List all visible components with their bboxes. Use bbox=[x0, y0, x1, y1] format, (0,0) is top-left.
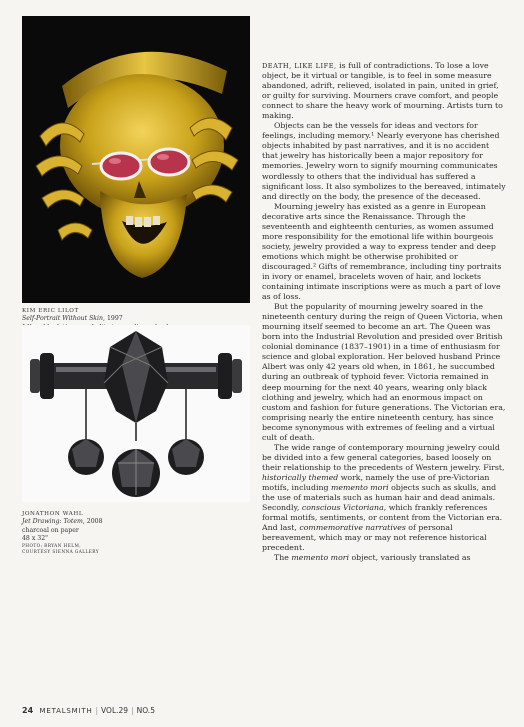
paragraph-6-segment: object, variously translated as bbox=[348, 553, 471, 563]
paragraph-6-segment: The bbox=[274, 553, 292, 563]
article-column-main bbox=[262, 302, 506, 563]
paragraph-3: Mourning jewelry has existed as a genre in European decorative arts since the Renaissance. Through the seventeenth and eighteenth centuries, as women assumed more responsibility for the emotional life within bourgeois society, jewelry provided a way to express tender and deep emotions which might be otherwise prohibited or discouraged.² Gifts of remembrance, including tiny portraits in ivory or enamel, bracelets woven of hair, and lockets containing intimate inscriptions were as much a part of love as of loss. bbox=[262, 201, 502, 302]
figure2-photo-credit: PHOTO: BRYAN HELM, bbox=[22, 543, 82, 549]
figure2-artist: JONATHON WAHL bbox=[22, 511, 84, 517]
figure2-caption bbox=[22, 510, 252, 556]
paragraph-5-segment: of personal bereavement, which may or may not reference historical precedent. bbox=[262, 523, 487, 553]
paragraph-5-segment: , which frankly references formal motifs, sentiments, or content from the Victorian era. And last, bbox=[262, 503, 503, 533]
jet-totem-drawing bbox=[22, 325, 250, 502]
figure1-title: Self-Portrait Without Skin bbox=[22, 315, 104, 323]
footer-divider: | bbox=[131, 706, 134, 715]
figure1-artist: KIM ERIC LILOT bbox=[22, 308, 79, 314]
figure2-title: Jet Drawing: Totem bbox=[22, 518, 83, 526]
paragraph-1-text: is full of contradictions. To lose a love object, be it virtual or tangible, is to feel in some measure abandoned, adrift, relieved, isolated in pain, united in grief, or guilty for surviving. Mourners crave comfort, and people connect to share the heavy work of mourning. Artists turn to making. bbox=[262, 61, 503, 121]
volume-label: VOL.29 bbox=[101, 706, 129, 715]
paragraph-2: Objects can be the vessels for ideas and vectors for feelings, including memory.¹ Nearly everyone has cherished objects inhabited by past narratives, and it is no accident that jewelry has historically been a major repository for memories. Jewelry worn to signify mourning communicates wordlessly to others that the individual has suffered a significant loss. It also symbolizes to the bereaved, intimately and directly on the body, the presence of the deceased. bbox=[262, 121, 506, 201]
paragraph-4: But the popularity of mourning jewelry soared in the nineteenth century during the reign of Queen Victoria, when mourning itself seemed to become an art. The Queen was born into the Industrial Revolution and presided over British colonial dominance (1837–1901) in a time of enthusiasm for science and global exploration. Her beloved husband Prince Albert was only 42 years old when, in 1861, he succumbed during an outbreak of typhoid fever. Victoria remained in deep mourning for the next 40 years, wearing only black clothing and jewelry, which had an enormous impact on custom and fashion for future generations. The Victorian era, comprising nearly the entire nineteenth century, has since become synonymous with extremes of feeling and a virtual cult of death. bbox=[262, 302, 506, 442]
skull-ring-image bbox=[22, 16, 250, 303]
paragraph-5-segment: conscious Victoriana bbox=[301, 503, 384, 513]
paragraph-5-segment: historically themed bbox=[262, 472, 339, 482]
paragraph-1 bbox=[262, 61, 506, 121]
paragraph-5 bbox=[262, 443, 506, 554]
skull-ring-photo bbox=[22, 16, 250, 303]
figure2-courtesy: COURTESY SIENNA GALLERY bbox=[22, 549, 100, 555]
paragraph-6 bbox=[262, 553, 506, 563]
page-number: 24 bbox=[22, 706, 34, 715]
paragraph-5-segment: commemorative narratives bbox=[299, 523, 406, 533]
article-column-top bbox=[262, 61, 506, 302]
figure1-year: , 1997 bbox=[103, 315, 123, 323]
footer-divider: | bbox=[95, 706, 99, 715]
paragraph-5-segment: memento mori bbox=[330, 482, 389, 492]
figure2-materials: charcoal on paper bbox=[22, 526, 79, 534]
lead-in: DEATH, LIKE LIFE, bbox=[262, 62, 337, 70]
issue-label: NO.5 bbox=[136, 706, 155, 715]
paragraph-5-segment: objects such as skulls, and the use of materials such as human hair and dead animals. Secondly, bbox=[262, 482, 497, 513]
figure2-year: , 2008 bbox=[82, 518, 103, 526]
paragraph-5-segment: The wide range of contemporary mourning jewelry could be divided into a few general categories, based loosely on their relationship to the precedents of Western jewelry. First, bbox=[262, 442, 505, 472]
paragraph-5-segment: work, namely the use of pre-Victorian motifs, including bbox=[262, 472, 490, 492]
jet-totem-image bbox=[22, 325, 250, 502]
figure2-dimensions: 48 x 32" bbox=[22, 535, 49, 543]
magazine-name: METALSMITH bbox=[39, 707, 93, 715]
paragraph-6-segment: memento mori bbox=[291, 553, 349, 563]
page-footer bbox=[22, 706, 155, 715]
